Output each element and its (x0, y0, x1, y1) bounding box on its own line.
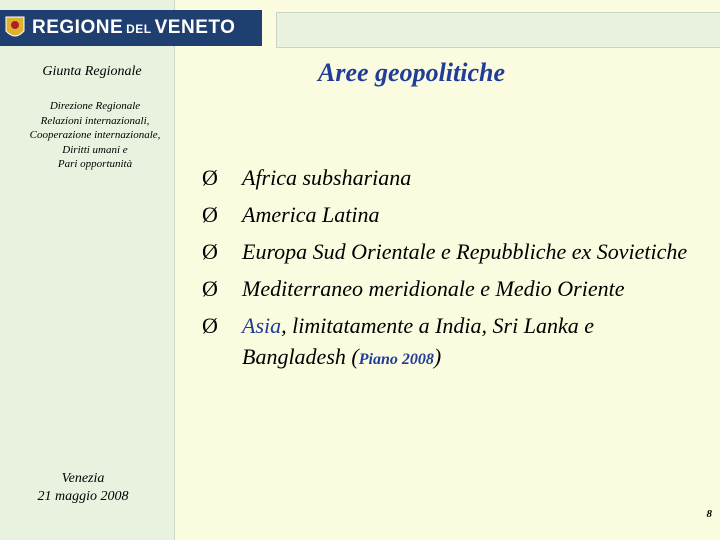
arrow-bullet-icon: Ø (202, 276, 218, 301)
arrow-bullet-icon: Ø (202, 313, 218, 338)
paren-close: ) (433, 344, 442, 369)
bullet-text: , limitatamente a India, Sri Lanka e Bangladesh (242, 313, 594, 369)
list-item (202, 310, 702, 375)
bullet-note: Piano 2008 (358, 351, 434, 368)
bullet-list (202, 162, 702, 381)
regione-veneto-logo (0, 10, 262, 46)
paren-open: ( (351, 344, 359, 369)
arrow-bullet-icon: Ø (202, 239, 218, 264)
footer-line: 21 maggio 2008 (37, 489, 129, 504)
direzione-block (0, 99, 190, 172)
direzione-line: Diritti umani e (62, 143, 128, 156)
arrow-bullet-icon: Ø (202, 202, 218, 227)
sidebar (0, 0, 175, 540)
direzione-line: Relazioni internazionali, (40, 114, 150, 127)
page-number: 8 (706, 508, 712, 520)
arrow-bullet-icon: Ø (202, 165, 218, 190)
footer-location-date (0, 470, 166, 506)
footer-line: Venezia (61, 471, 105, 486)
direzione-line: Pari opportunità (57, 158, 133, 170)
slide-title: Aree geopolitiche (318, 58, 506, 87)
list-item (202, 162, 702, 193)
direzione-line: Cooperazione internazionale, (29, 129, 161, 141)
header-banner (276, 12, 720, 48)
bullet-text: Africa subshariana (242, 165, 412, 190)
bullet-text: Mediterraneo meridionale e Medio Oriente (242, 276, 625, 301)
list-item (202, 199, 702, 230)
logo-text: REGIONE DEL VENETO (32, 17, 236, 38)
list-item (202, 273, 702, 304)
lion-emblem-icon (0, 10, 30, 46)
bullet-highlight: Asia (242, 313, 282, 338)
bullet-text: Europa Sud Orientale e Repubbliche ex Sovietiche (242, 239, 688, 264)
giunta-label: Giunta Regionale (42, 64, 142, 79)
list-item (202, 236, 702, 267)
direzione-line: Direzione Regionale (49, 100, 141, 112)
bullet-text: America Latina (242, 202, 380, 227)
